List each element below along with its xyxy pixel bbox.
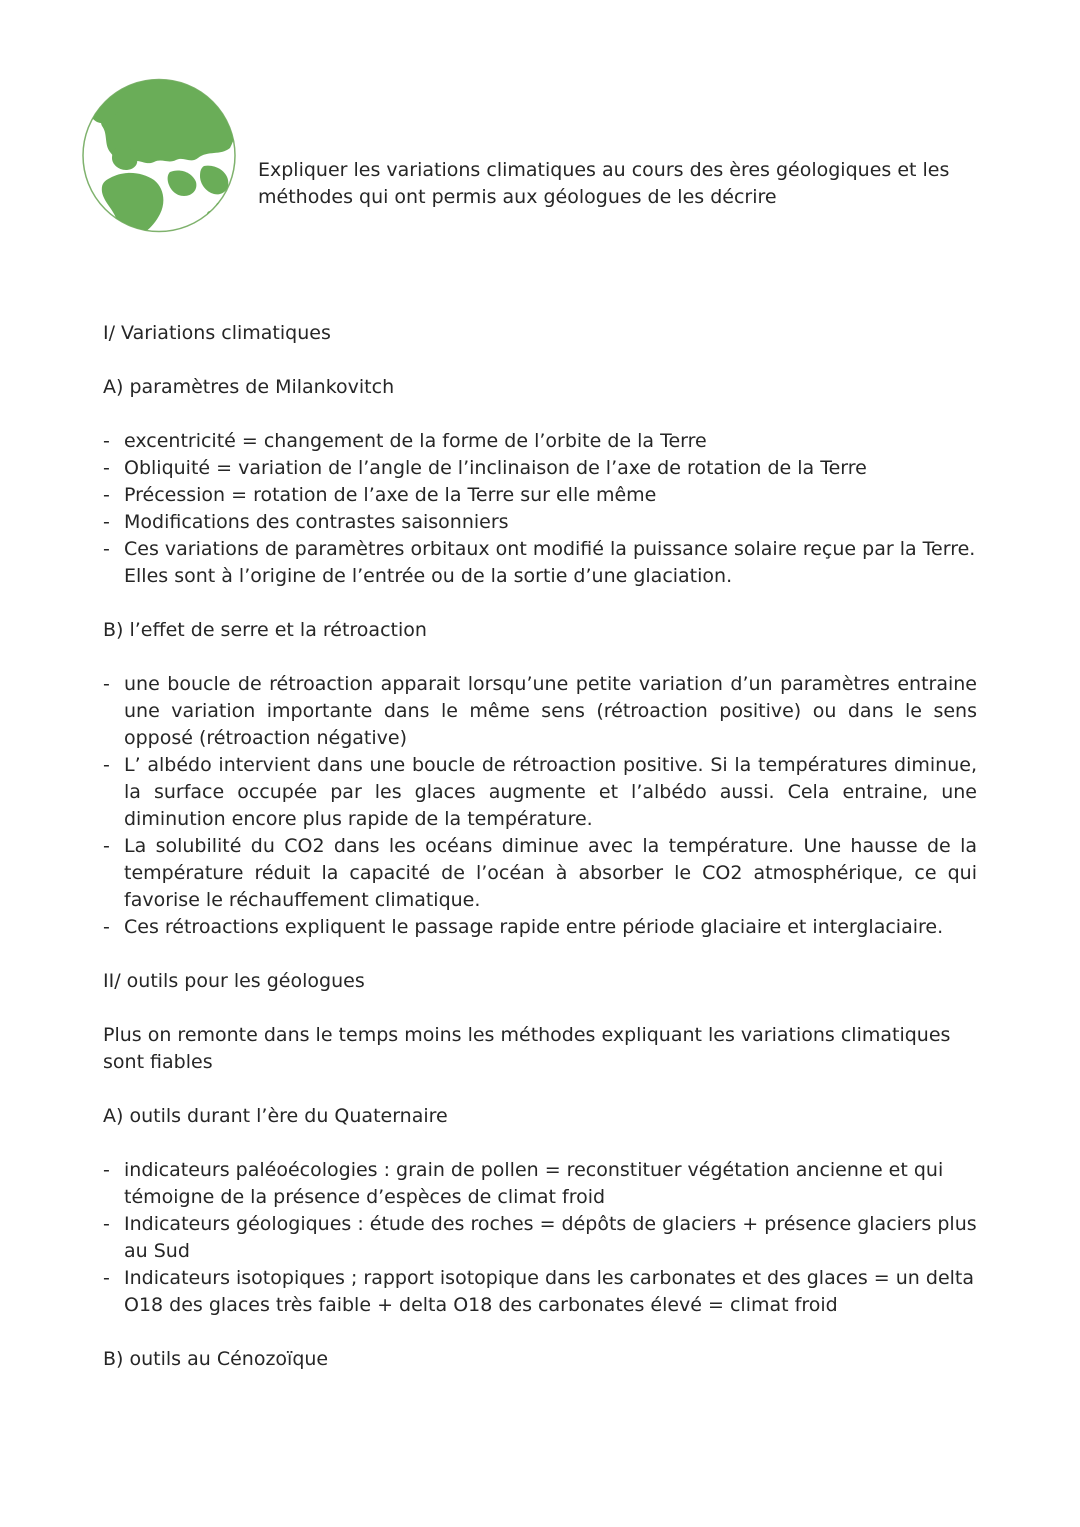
quaternary-tools-list [103, 1157, 977, 1319]
subject-statement: Expliquer les variations climatiques au cours des ères géologiques et les méthodes qui ont permis aux géologues de les décrire [258, 159, 950, 208]
subsection-1b-title: B) l’effet de serre et la rétroaction [103, 619, 427, 641]
subsection-1a-title: A) paramètres de Milankovitch [103, 376, 395, 398]
notes-content [103, 320, 977, 1373]
milankovitch-list [103, 428, 977, 590]
list-item: - La solubilité du CO2 dans les océans diminue avec la température. Une hausse de la température réduit la capacité de l’océan à absorber le CO2 atmosphérique, ce qui favorise le réchauffement climatique. [103, 833, 977, 914]
list-item: - excentricité = changement de la forme de l’orbite de la Terre [103, 428, 977, 455]
list-item: - Obliquité = variation de l’angle de l’inclinaison de l’axe de rotation de la Terre [103, 455, 977, 482]
subsection-2a-title: A) outils durant l’ère du Quaternaire [103, 1105, 448, 1127]
list-item: - Indicateurs isotopiques ; rapport isotopique dans les carbonates et des glaces = un delta O18 des glaces très faible + delta O18 des carbonates élevé = climat froid [103, 1265, 977, 1319]
section-1-title: I/ Variations climatiques [103, 322, 331, 344]
list-item: - L’ albédo intervient dans une boucle de rétroaction positive. Si la températures diminue, la surface occupée par les glaces augmente et l’albédo aussi. Cela entraine, une diminution encore plus rapide de la température. [103, 752, 977, 833]
section-2-title: II/ outils pour les géologues [103, 970, 365, 992]
list-item: - Indicateurs géologiques : étude des roches = dépôts de glaciers + présence glaciers plus au Sud [103, 1211, 977, 1265]
list-item: - Modifications des contrastes saisonniers [103, 509, 977, 536]
section-2-intro: Plus on remonte dans le temps moins les méthodes expliquant les variations climatiques sont fiables [103, 1024, 951, 1073]
list-item: - indicateurs paléoécologies : grain de pollen = reconstituer végétation ancienne et qui témoigne de la présence d’espèces de climat froid [103, 1157, 977, 1211]
globe-icon [80, 78, 238, 233]
list-item: - une boucle de rétroaction apparait lorsqu’une petite variation d’un paramètres entraine une variation importante dans le même sens (rétroaction positive) ou dans le sens opposé (rétroaction négative) [103, 671, 977, 752]
feedback-list [103, 671, 977, 941]
list-item: - Ces variations de paramètres orbitaux ont modifié la puissance solaire reçue par la Terre. Elles sont à l’origine de l’entrée ou de la sortie d’une glaciation. [103, 536, 977, 590]
list-item: - Ces rétroactions expliquent le passage rapide entre période glaciaire et interglaciaire. [103, 914, 977, 941]
subsection-2b-title: B) outils au Cénozoïque [103, 1348, 329, 1370]
list-item: - Précession = rotation de l’axe de la Terre sur elle même [103, 482, 977, 509]
